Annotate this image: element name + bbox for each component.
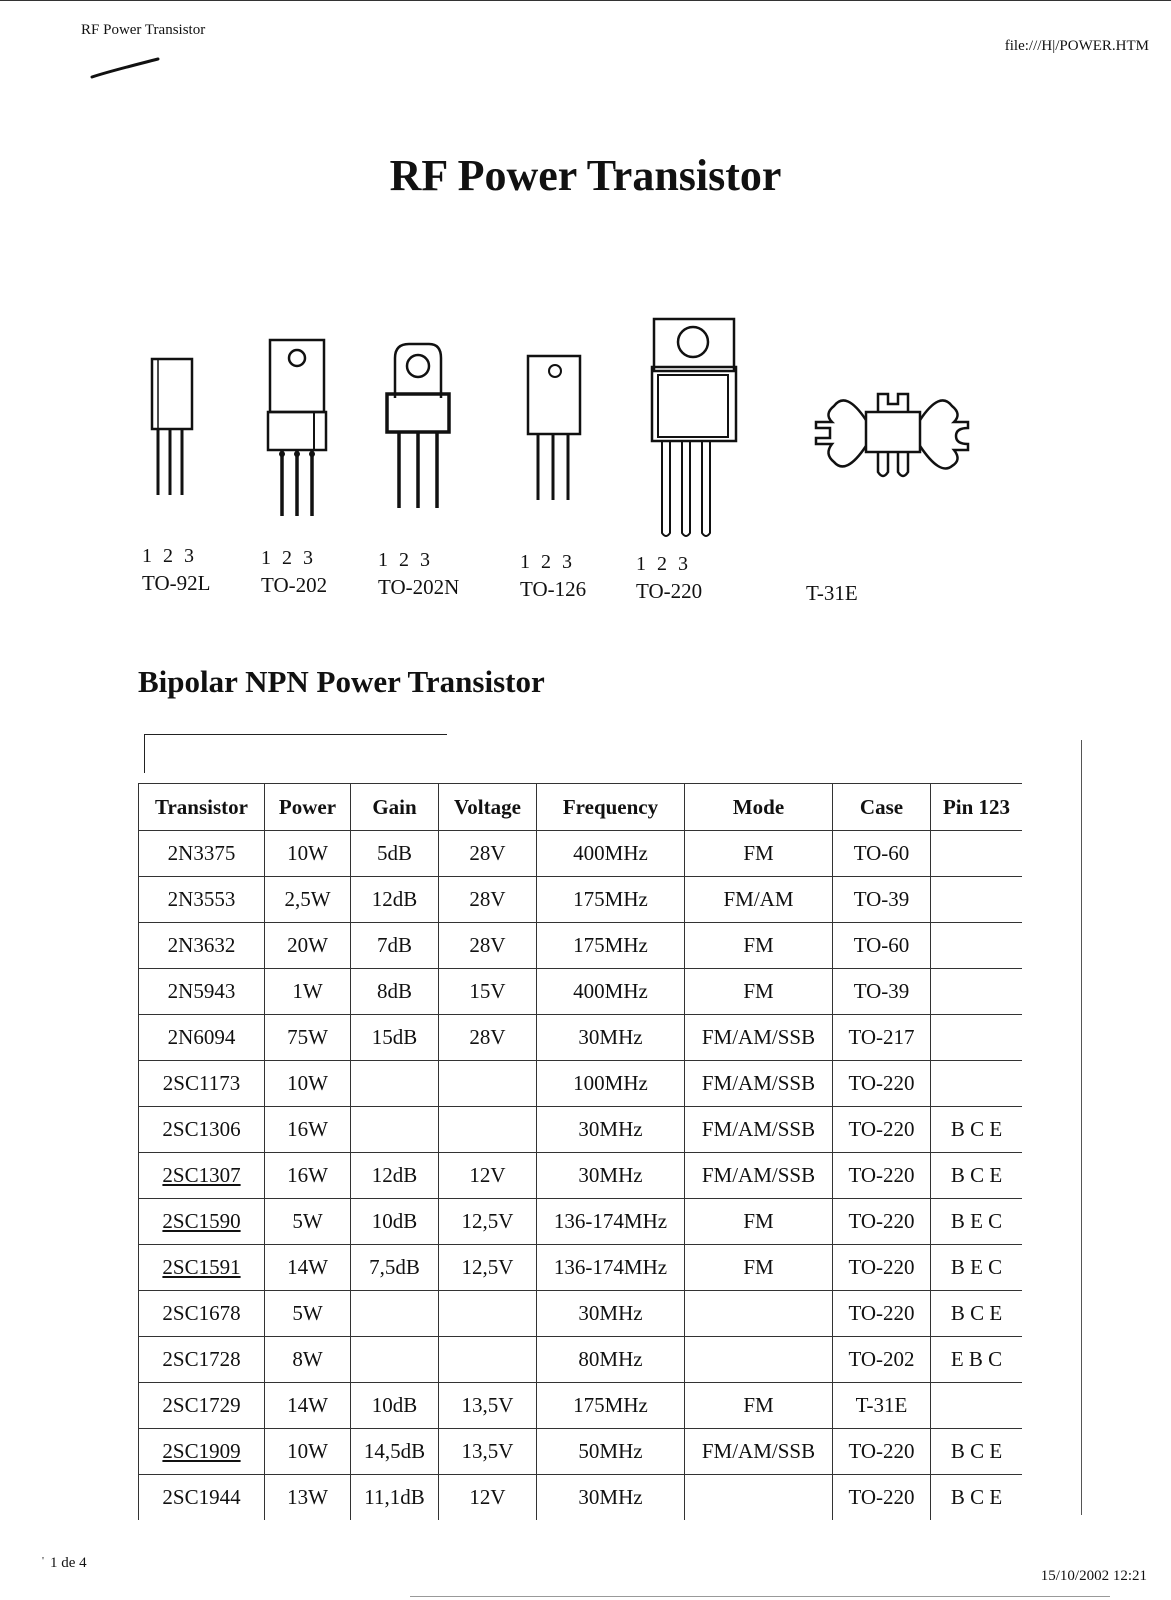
- cell-transistor: 2N3375: [138, 830, 264, 876]
- transistor-table: [138, 783, 1022, 1520]
- cell-pin-123: B C E: [930, 1152, 1022, 1198]
- t-31e-package-icon: [810, 380, 975, 490]
- footer-page-marker: ': [42, 1555, 44, 1567]
- cell-gain: [350, 1106, 438, 1152]
- cell-power: 8W: [264, 1336, 350, 1382]
- cell-case: TO-60: [832, 830, 930, 876]
- cell-mode: FM: [684, 1198, 832, 1244]
- cell-transistor[interactable]: 2SC1590: [138, 1198, 264, 1244]
- cell-power: 2,5W: [264, 876, 350, 922]
- cell-mode: [684, 1336, 832, 1382]
- cell-frequency: 175MHz: [536, 1382, 684, 1428]
- cell-case: TO-39: [832, 876, 930, 922]
- top-rule: [0, 0, 1171, 1]
- cell-gain: 10dB: [350, 1382, 438, 1428]
- cell-mode: FM/AM/SSB: [684, 1014, 832, 1060]
- cell-power: 16W: [264, 1106, 350, 1152]
- table-frame-right: [1081, 740, 1082, 1515]
- cell-frequency: 175MHz: [536, 876, 684, 922]
- cell-frequency: 30MHz: [536, 1106, 684, 1152]
- cell-frequency: 136-174MHz: [536, 1244, 684, 1290]
- cell-transistor: 2N5943: [138, 968, 264, 1014]
- table-row: [138, 1014, 1022, 1060]
- cell-voltage: 28V: [438, 1014, 536, 1060]
- pen-stroke-mark: [90, 55, 170, 85]
- cell-case: TO-220: [832, 1198, 930, 1244]
- cell-power: 5W: [264, 1290, 350, 1336]
- footer-timestamp: 15/10/2002 12:21: [1040, 1568, 1147, 1584]
- cell-frequency: 30MHz: [536, 1474, 684, 1520]
- header-gain: Gain: [350, 783, 438, 830]
- cell-pin-123: B E C: [930, 1198, 1022, 1244]
- to-202n-pin-numbers: 1 2 3: [378, 549, 433, 571]
- cell-frequency: 80MHz: [536, 1336, 684, 1382]
- cell-gain: 11,1dB: [350, 1474, 438, 1520]
- cell-pin-123: [930, 830, 1022, 876]
- table-row: [138, 1106, 1022, 1152]
- cell-voltage: [438, 1290, 536, 1336]
- header-frequency: Frequency: [536, 783, 684, 830]
- cell-case: TO-220: [832, 1290, 930, 1336]
- cell-mode: FM: [684, 1244, 832, 1290]
- cell-voltage: [438, 1106, 536, 1152]
- to-220-package-icon: [646, 315, 741, 545]
- cell-transistor: 2SC1944: [138, 1474, 264, 1520]
- cell-pin-123: [930, 1014, 1022, 1060]
- cell-transistor: 2SC1728: [138, 1336, 264, 1382]
- cell-power: 5W: [264, 1198, 350, 1244]
- cell-gain: [350, 1336, 438, 1382]
- cell-mode: FM/AM/SSB: [684, 1060, 832, 1106]
- cell-power: 14W: [264, 1244, 350, 1290]
- to-92l-pin-numbers: 1 2 3: [142, 545, 197, 567]
- cell-case: TO-217: [832, 1014, 930, 1060]
- table-row: [138, 1474, 1022, 1520]
- to-126-package-icon: [524, 352, 584, 507]
- cell-pin-123: [930, 968, 1022, 1014]
- cell-transistor: 2SC1306: [138, 1106, 264, 1152]
- header-page-title: RF Power Transistor: [81, 22, 206, 38]
- cell-voltage: 28V: [438, 922, 536, 968]
- to-220-pin-numbers: 1 2 3: [636, 553, 691, 575]
- to-220-label: TO-220: [636, 579, 703, 603]
- cell-case: TO-220: [832, 1428, 930, 1474]
- to-202n-package-icon: [385, 340, 455, 520]
- cell-gain: 12dB: [350, 1152, 438, 1198]
- cell-voltage: [438, 1060, 536, 1106]
- cell-mode: FM: [684, 968, 832, 1014]
- section-title: Bipolar NPN Power Transistor: [138, 664, 545, 699]
- table-row: [138, 1382, 1022, 1428]
- cell-pin-123: B C E: [930, 1428, 1022, 1474]
- cell-pin-123: B E C: [930, 1244, 1022, 1290]
- cell-transistor: 2SC1678: [138, 1290, 264, 1336]
- cell-transistor: 2N3632: [138, 922, 264, 968]
- cell-power: 10W: [264, 1428, 350, 1474]
- table-header-row: [138, 783, 1022, 830]
- table-row: [138, 876, 1022, 922]
- cell-power: 1W: [264, 968, 350, 1014]
- table-row: [138, 1336, 1022, 1382]
- to-126-pin-numbers: 1 2 3: [520, 551, 575, 573]
- cell-pin-123: B C E: [930, 1106, 1022, 1152]
- table-row: [138, 830, 1022, 876]
- cell-gain: 5dB: [350, 830, 438, 876]
- cell-voltage: 28V: [438, 830, 536, 876]
- cell-case: TO-60: [832, 922, 930, 968]
- cell-case: TO-39: [832, 968, 930, 1014]
- cell-case: TO-220: [832, 1244, 930, 1290]
- bottom-rule: [410, 1596, 1110, 1597]
- table-row: [138, 1152, 1022, 1198]
- cell-voltage: 13,5V: [438, 1428, 536, 1474]
- cell-pin-123: B C E: [930, 1474, 1022, 1520]
- cell-gain: [350, 1060, 438, 1106]
- header-mode: Mode: [684, 783, 832, 830]
- cell-voltage: 15V: [438, 968, 536, 1014]
- cell-mode: FM/AM/SSB: [684, 1152, 832, 1198]
- header-file-path: file:///H|/POWER.HTM: [1004, 38, 1149, 54]
- footer-page-number-text: 1 de 4: [49, 1555, 87, 1571]
- cell-voltage: 12V: [438, 1152, 536, 1198]
- cell-voltage: 13,5V: [438, 1382, 536, 1428]
- header-voltage: Voltage: [438, 783, 536, 830]
- cell-pin-123: B C E: [930, 1290, 1022, 1336]
- cell-power: 75W: [264, 1014, 350, 1060]
- cell-transistor[interactable]: 2SC1909: [138, 1428, 264, 1474]
- to-92l-package-icon: [150, 355, 200, 505]
- cell-mode: FM/AM/SSB: [684, 1106, 832, 1152]
- header-transistor: Transistor: [138, 783, 264, 830]
- cell-pin-123: E B C: [930, 1336, 1022, 1382]
- cell-frequency: 50MHz: [536, 1428, 684, 1474]
- cell-frequency: 400MHz: [536, 830, 684, 876]
- cell-power: 13W: [264, 1474, 350, 1520]
- cell-voltage: 12,5V: [438, 1198, 536, 1244]
- cell-transistor: 2SC1173: [138, 1060, 264, 1106]
- cell-gain: 15dB: [350, 1014, 438, 1060]
- cell-voltage: 12,5V: [438, 1244, 536, 1290]
- cell-mode: [684, 1474, 832, 1520]
- cell-voltage: 28V: [438, 876, 536, 922]
- table-row: [138, 1244, 1022, 1290]
- cell-mode: FM: [684, 922, 832, 968]
- cell-mode: FM: [684, 830, 832, 876]
- cell-power: 20W: [264, 922, 350, 968]
- cell-gain: 7dB: [350, 922, 438, 968]
- page-title: RF Power Transistor: [389, 151, 782, 200]
- cell-mode: FM/AM: [684, 876, 832, 922]
- cell-pin-123: [930, 1060, 1022, 1106]
- to-126-label: TO-126: [520, 577, 587, 601]
- header-case: Case: [832, 783, 930, 830]
- cell-frequency: 30MHz: [536, 1014, 684, 1060]
- cell-power: 10W: [264, 830, 350, 876]
- to-202n-label: TO-202N: [378, 575, 460, 599]
- table-body: [138, 830, 1022, 1520]
- table-row: [138, 1428, 1022, 1474]
- to-202-pin-numbers: 1 2 3: [261, 547, 316, 569]
- cell-frequency: 175MHz: [536, 922, 684, 968]
- cell-frequency: 30MHz: [536, 1152, 684, 1198]
- cell-case: TO-220: [832, 1060, 930, 1106]
- cell-gain: [350, 1290, 438, 1336]
- cell-mode: [684, 1290, 832, 1336]
- to-202-label: TO-202: [261, 573, 328, 597]
- cell-pin-123: [930, 1382, 1022, 1428]
- cell-pin-123: [930, 876, 1022, 922]
- cell-power: 14W: [264, 1382, 350, 1428]
- cell-frequency: 100MHz: [536, 1060, 684, 1106]
- cell-case: TO-220: [832, 1152, 930, 1198]
- to-92l-label: TO-92L: [142, 571, 211, 595]
- cell-gain: 8dB: [350, 968, 438, 1014]
- cell-case: T-31E: [832, 1382, 930, 1428]
- cell-frequency: 30MHz: [536, 1290, 684, 1336]
- cell-gain: 12dB: [350, 876, 438, 922]
- cell-gain: 10dB: [350, 1198, 438, 1244]
- table-row: [138, 968, 1022, 1014]
- table-row: [138, 922, 1022, 968]
- cell-mode: FM/AM/SSB: [684, 1428, 832, 1474]
- table-row: [138, 1060, 1022, 1106]
- cell-transistor[interactable]: 2SC1307: [138, 1152, 264, 1198]
- cell-case: TO-220: [832, 1106, 930, 1152]
- to-202-package-icon: [264, 336, 334, 526]
- cell-power: 10W: [264, 1060, 350, 1106]
- cell-frequency: 136-174MHz: [536, 1198, 684, 1244]
- cell-transistor: 2N3553: [138, 876, 264, 922]
- cell-voltage: [438, 1336, 536, 1382]
- footer-page-number: [42, 1555, 87, 1572]
- cell-transistor[interactable]: 2SC1591: [138, 1244, 264, 1290]
- cell-gain: 7,5dB: [350, 1244, 438, 1290]
- t-31e-label: T-31E: [806, 581, 858, 605]
- cell-case: TO-202: [832, 1336, 930, 1382]
- table-row: [138, 1290, 1022, 1336]
- cell-gain: 14,5dB: [350, 1428, 438, 1474]
- cell-transistor: 2N6094: [138, 1014, 264, 1060]
- table-frame-top: [144, 734, 447, 773]
- cell-frequency: 400MHz: [536, 968, 684, 1014]
- header-power: Power: [264, 783, 350, 830]
- cell-pin-123: [930, 922, 1022, 968]
- cell-voltage: 12V: [438, 1474, 536, 1520]
- header-pin-123: Pin 123: [930, 783, 1022, 830]
- table-row: [138, 1198, 1022, 1244]
- cell-mode: FM: [684, 1382, 832, 1428]
- cell-case: TO-220: [832, 1474, 930, 1520]
- cell-power: 16W: [264, 1152, 350, 1198]
- cell-transistor: 2SC1729: [138, 1382, 264, 1428]
